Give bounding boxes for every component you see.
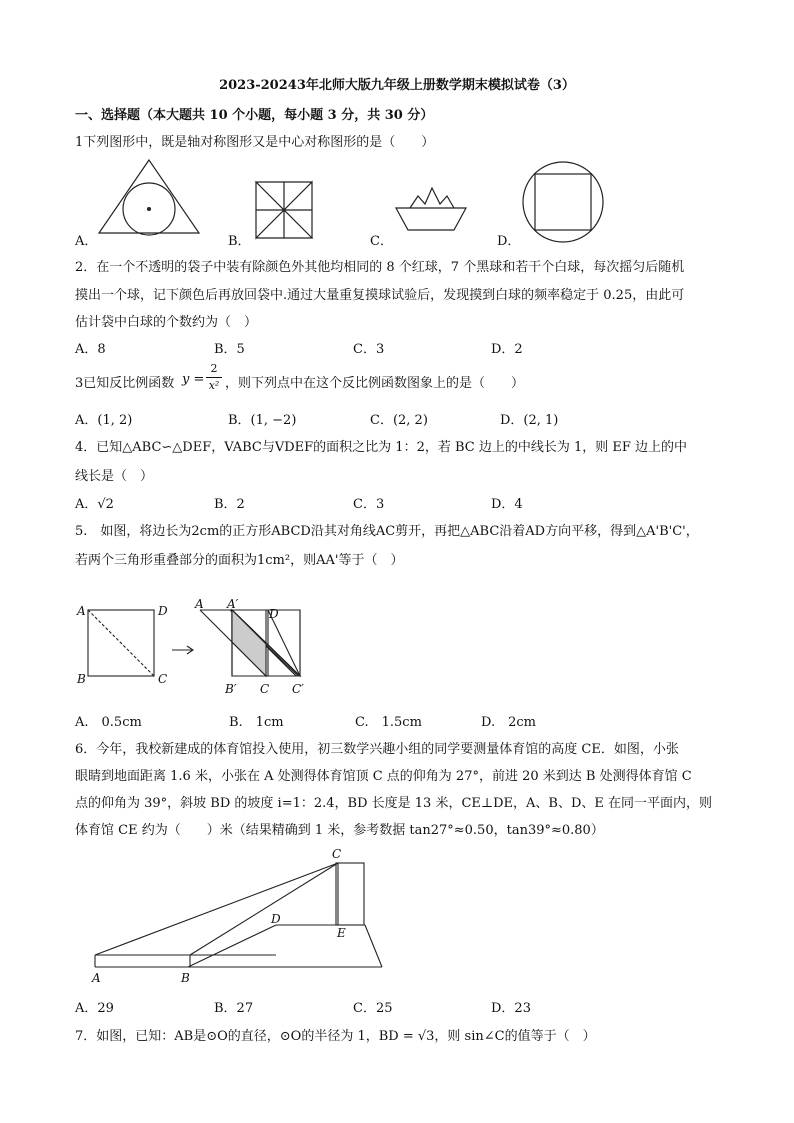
q5-label-c: C <box>158 672 168 686</box>
question-6-line-3: 点的仰角为 39°，斜坡 BD 的坡度 i=1：2.4，BD 长度是 13 米，CE⊥DE，A、B、D、E 在同一平面内，则 <box>75 796 713 811</box>
q1-option-b[interactable]: B． <box>228 234 251 249</box>
q6-option-c[interactable]: C．25 <box>353 1001 393 1016</box>
q3-option-d[interactable]: D．(2, 1) <box>500 413 559 428</box>
q1-figure-d <box>521 160 605 244</box>
q5-figure-shifted <box>70 596 320 700</box>
q4-option-b[interactable]: B．2 <box>214 497 245 512</box>
question-6-line-4: 体育馆 CE 约为（ ）米（结果精确到 1 米，参考数据 tan27°≈0.50，tan39°≈0.80） <box>75 823 604 838</box>
question-5-line-2: 若两个三角形重叠部分的面积为1cm²，则AA'等于（ ） <box>75 553 404 568</box>
q1-option-d[interactable]: D． <box>497 234 521 249</box>
q4-option-d[interactable]: D．4 <box>491 497 523 512</box>
q2-option-c[interactable]: C．3 <box>353 342 385 357</box>
section-heading: 一、选择题（本大题共 10 个小题，每小题 3 分，共 30 分） <box>75 108 434 123</box>
q5-label-b-prime: B′ <box>225 682 237 696</box>
q5-label-d2: D <box>269 607 279 621</box>
q1-option-c[interactable]: C． <box>370 234 393 249</box>
question-6-line-1: 6．今年，我校新建成的体育馆投入使用，初三数学兴趣小组的同学要测量体育馆的高度 CE．如图，小张 <box>75 742 679 757</box>
question-5-line-1: 5. 如图，将边长为2cm的正方形ABCD沿其对角线AC剪开，再把△ABC沿着AD方向平移，得到△A'B'C'， <box>75 524 699 539</box>
question-3-denominator: x² <box>208 379 220 392</box>
q6-label-a: A <box>92 971 101 985</box>
q3-option-b[interactable]: B．(1, −2) <box>228 413 297 428</box>
q1-figure-a <box>95 158 205 236</box>
q5-option-a[interactable]: A. 0.5cm <box>75 715 142 730</box>
question-1: 1下列图形中，既是轴对称图形又是中心对称图形的是（ ） <box>75 135 435 150</box>
q3-option-c[interactable]: C．(2, 2) <box>370 413 428 428</box>
q5-option-c[interactable]: C. 1.5cm <box>355 715 422 730</box>
q3-option-a[interactable]: A．(1, 2) <box>75 413 133 428</box>
question-6-line-2: 眼睛到地面距离 1.6 米，小张在 A 处测得体育馆顶 C 点的仰角为 27°，前进 20 米到达 B 处测得体育馆 C <box>75 769 692 784</box>
q1-figure-c <box>394 186 468 232</box>
q2-option-d[interactable]: D．2 <box>491 342 523 357</box>
question-3-func-lhs: y = <box>182 372 205 387</box>
q5-label-a: A <box>77 604 86 618</box>
q5-label-c-prime: C′ <box>292 682 304 696</box>
q1-option-a[interactable]: A． <box>75 234 98 249</box>
q6-label-e: E <box>337 926 346 940</box>
q6-option-d[interactable]: D．23 <box>491 1001 531 1016</box>
q5-label-a-prime: A′ <box>227 597 239 611</box>
q6-label-b: B <box>181 971 190 985</box>
question-7: 7．如图，已知：AB是⊙O的直径，⊙O的半径为 1，BD = √3，则 sin∠C的值等于（ ） <box>75 1029 596 1044</box>
q2-option-a[interactable]: A．8 <box>75 342 106 357</box>
question-3-prefix: 3已知反比例函数 <box>75 376 175 391</box>
q6-label-c: C <box>332 847 342 861</box>
question-3-numerator: 2 <box>210 362 218 375</box>
q5-label-d: D <box>158 604 168 618</box>
q6-figure <box>90 845 390 975</box>
q5-label-a2: A <box>195 597 204 611</box>
q1-figure-b <box>254 180 314 240</box>
question-2-line-2: 摸出一个球，记下颜色后再放回袋中.通过大量重复摸球试验后，发现摸到白球的频率稳定于 0.25，由此可 <box>75 288 685 303</box>
q5-label-c2: C <box>260 682 270 696</box>
question-2-line-3: 估计袋中白球的个数约为（ ） <box>75 315 258 330</box>
q6-option-b[interactable]: B．27 <box>214 1001 254 1016</box>
q6-label-d: D <box>271 912 281 926</box>
question-4-line-1: 4．已知△ABC∽△DEF，VABC与VDEF的面积之比为 1：2，若 BC 边上的中线长为 1，则 EF 边上的中 <box>75 440 688 455</box>
q4-option-c[interactable]: C．3 <box>353 497 385 512</box>
q5-label-b: B <box>77 672 86 686</box>
q5-option-b[interactable]: B. 1cm <box>229 715 284 730</box>
question-2-line-1: 2．在一个不透明的袋子中装有除颜色外其他均相同的 8 个红球，7 个黑球和若干个白球，每次摇匀后随机 <box>75 260 685 275</box>
page-title: 2023-20243年北师大版九年级上册数学期末模拟试卷（3） <box>219 78 575 93</box>
question-3-suffix: ，则下列点中在这个反比例函数图象上的是（ ） <box>225 376 525 391</box>
q6-option-a[interactable]: A．29 <box>75 1001 114 1016</box>
q4-option-a[interactable]: A．√2 <box>75 497 114 512</box>
q2-option-b[interactable]: B．5 <box>214 342 245 357</box>
question-4-line-2: 线长是（ ） <box>75 469 154 484</box>
q5-option-d[interactable]: D. 2cm <box>481 715 536 730</box>
